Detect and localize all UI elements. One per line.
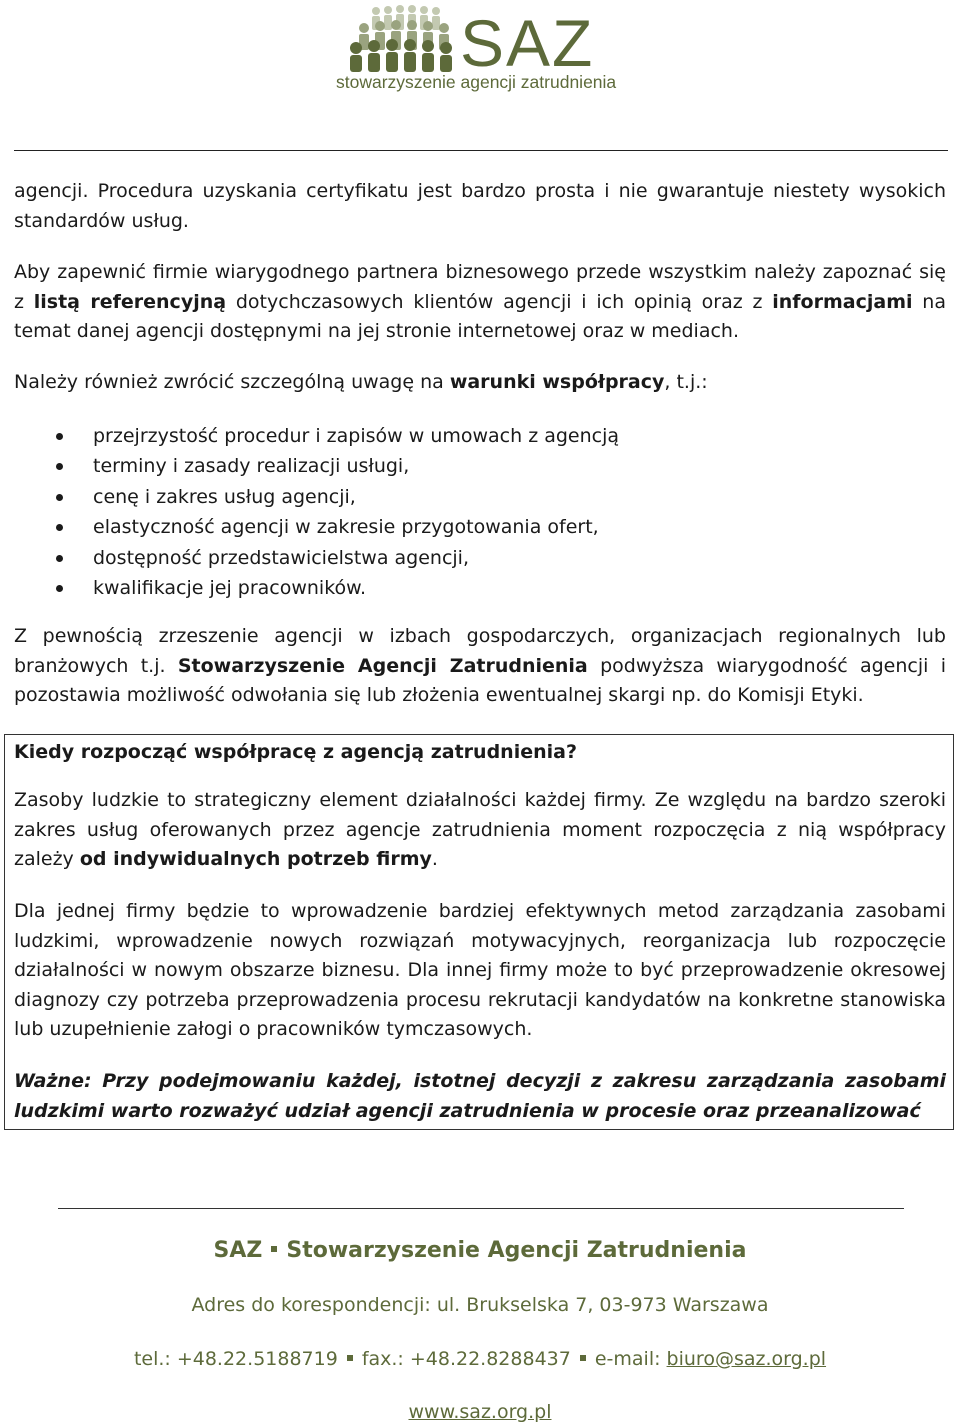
list-item — [14, 512, 914, 542]
footer-divider — [58, 1208, 904, 1209]
footer-address: Adres do korespondencji: ul. Brukselska 7, 03-973 Warszawa — [191, 1294, 769, 1316]
bullet-icon — [56, 555, 63, 562]
list-item-text: przejrzystość procedur i zapisów w umowach z agencją — [93, 425, 620, 447]
footer-website — [0, 1397, 960, 1427]
bold-cooperation-terms: warunki współpracy — [449, 371, 665, 393]
logo-tagline: stowarzyszenie agencji zatrudnienia — [336, 72, 617, 92]
bullet-list — [14, 421, 914, 603]
text-run: Zasoby ludzkie to strategiczny element działalności każdej firmy. Ze względu na bardzo szeroki zakres usług oferowanych przez agencje zatrudnienia moment rozpoczęcia z nią współpracy zależy — [14, 789, 946, 870]
bold-information: informacjami — [772, 290, 913, 313]
list-item — [14, 573, 914, 603]
section-heading: Kiedy rozpocząć współpracę z agencją zatrudnienia? — [14, 741, 577, 763]
footer-email-label: e-mail: — [594, 1348, 667, 1370]
footer-website-link[interactable]: www.saz.org.pl — [408, 1401, 552, 1423]
text-run: podwyższa wiarygodność agencji i pozostawia możliwość odwołania się lub złożenia ewentualnej skargi np. do Komisji Etyki. — [14, 654, 946, 706]
text-run: . — [431, 848, 438, 870]
list-item — [14, 482, 914, 512]
list-item-text: dostępność przedstawicielstwa agencji, — [93, 546, 469, 569]
bold-reference-list: listą referencyjną — [33, 290, 227, 313]
text-run: Należy również zwrócić szczególną uwagę na — [14, 371, 450, 393]
list-item-text: elastyczność agencji w zakresie przygotowania ofert, — [93, 516, 599, 539]
bullet-icon — [56, 433, 63, 440]
header-divider — [14, 150, 948, 151]
saz-logo — [336, 4, 636, 92]
paragraph-important-note — [14, 1067, 946, 1126]
paragraph-associations — [14, 622, 946, 711]
bold-individual-needs: od indywidualnych potrzeb firmy — [79, 848, 432, 870]
bullet-icon — [56, 463, 63, 470]
paragraph-text: Ważne: Przy podejmowaniu każdej, istotnej decyzji z zakresu zarządzania zasobami ludzkimi warto rozważyć udział agencji zatrudnienia w procesie oraz przeanalizować — [14, 1070, 946, 1122]
paragraph-examples — [14, 897, 946, 1045]
footer-email-link[interactable]: biuro@saz.org.pl — [666, 1348, 827, 1370]
paragraph-reference-list — [14, 258, 946, 347]
bullet-icon — [56, 524, 63, 531]
footer-phone: tel.: +48.22.5188719 — [133, 1348, 338, 1370]
list-item-text: cenę i zakres usług agencji, — [93, 485, 356, 508]
list-item — [14, 451, 914, 481]
footer-acronym: SAZ — [213, 1238, 263, 1263]
paragraph-text: Dla jednej firmy będzie to wprowadzenie bardziej efektywnych metod zarządzania zasobami ludzkimi, wprowadzenie nowych rozwiązań motywacyjnych, reorganizacja lub rozpoczęcie działalności w nowym obszarze biznesu. Dla innej firmy może to być przeprowadzenie okresowej diagnozy czy potrzeba przeprowadzenia procesu rekrutacji kandydatów na konkretne stanowiska lub uzupełnienie załogi o pracowników tymczasowych. — [14, 900, 946, 1040]
logo-people-graphic — [336, 4, 636, 92]
bullet-icon — [56, 494, 63, 501]
text-run: , t.j.: — [664, 371, 708, 393]
footer-fax: fax.: +48.22.8288437 — [361, 1348, 571, 1370]
separator-dot-icon — [580, 1355, 586, 1361]
list-item-text: kwalifikacje jej pracowników. — [93, 576, 366, 599]
text-run: na temat danej agencji dostępnymi na jej stronie internetowej oraz w mediach. — [14, 290, 946, 342]
logo-wordmark: SAZ — [460, 6, 595, 80]
bullet-icon — [56, 585, 63, 592]
footer-organization-name — [0, 1236, 960, 1266]
paragraph-text: agencji. Procedura uzyskania certyfikatu jest bardzo prosta i nie gwarantuje niestety wysokich standardów usług. — [14, 180, 946, 232]
separator-dot-icon — [271, 1246, 277, 1252]
text-run: dotychczasowych klientów agencji i ich opinią oraz z — [226, 290, 773, 313]
separator-dot-icon — [347, 1355, 353, 1361]
paragraph-human-resources — [14, 786, 946, 875]
footer-contact — [0, 1344, 960, 1374]
paragraph-cooperation-terms — [14, 368, 946, 398]
paragraph-certificate — [14, 177, 946, 236]
text-run: Aby zapewnić firmie wiarygodnego partnera biznesowego przede wszystkim należy zapoznać się z — [14, 261, 946, 313]
footer-full-name: Stowarzyszenie Agencji Zatrudnienia — [286, 1238, 747, 1263]
text-run: Z pewnością zrzeszenie agencji w izbach gospodarczych, organizacjach regionalnych lub branżowych t.j. — [14, 625, 946, 677]
list-item — [14, 543, 914, 573]
list-item-text: terminy i zasady realizacji usługi, — [93, 455, 410, 478]
list-item — [14, 421, 914, 451]
bold-association-name: Stowarzyszenie Agencji Zatrudnienia — [177, 654, 588, 677]
